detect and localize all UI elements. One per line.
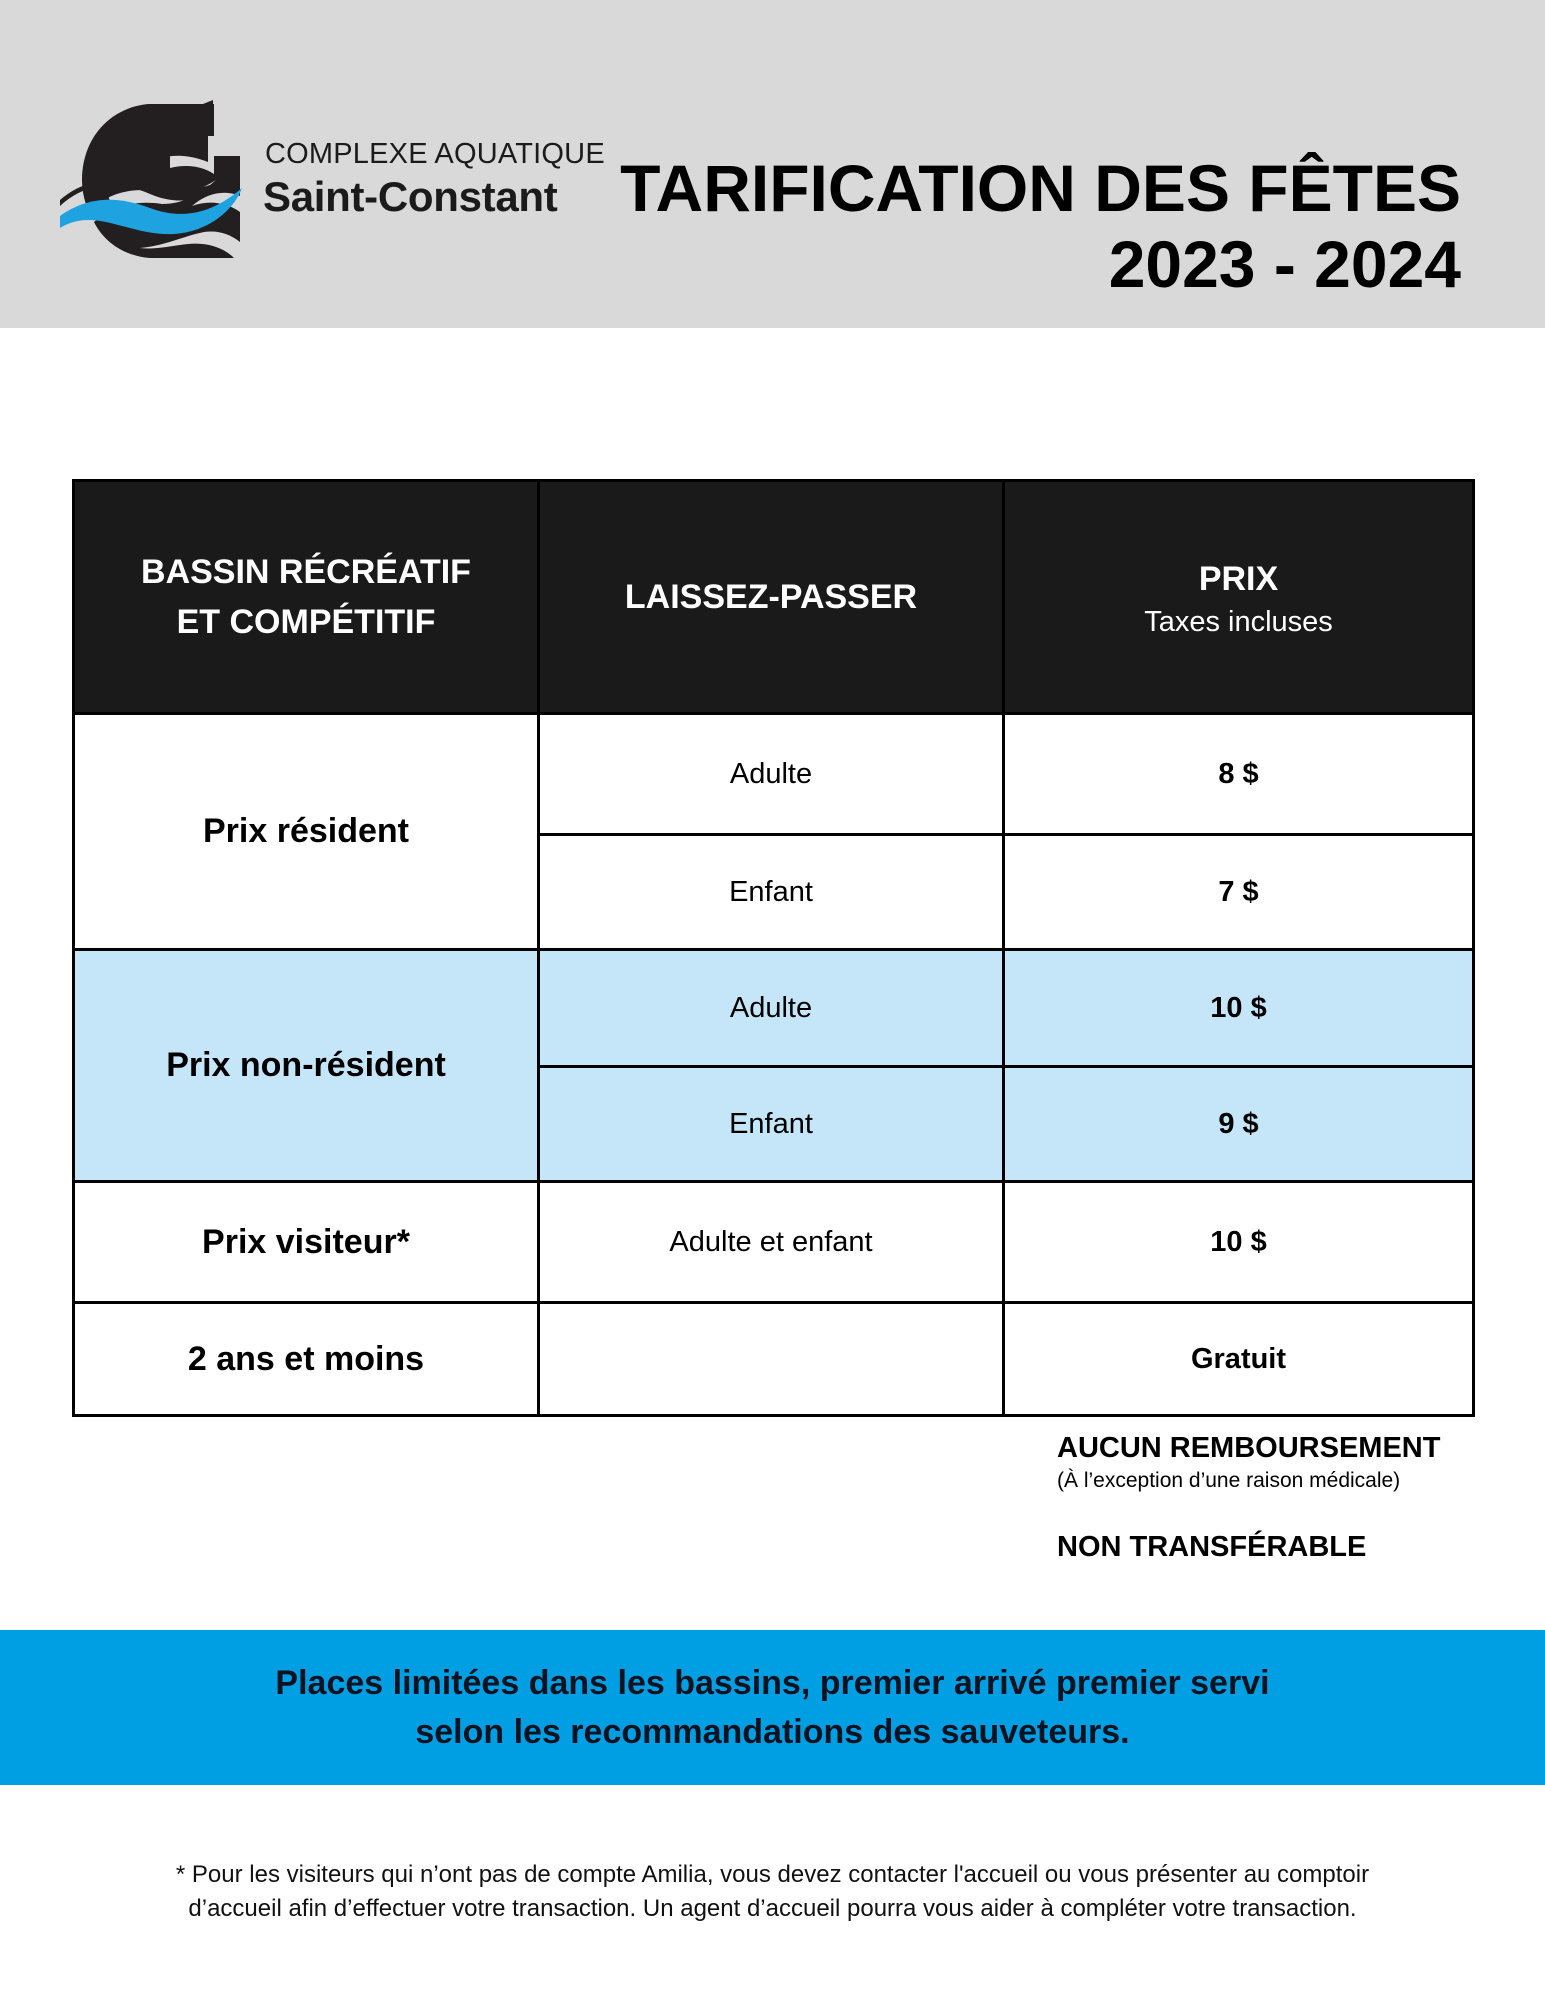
header-price-sub: Taxes incluses [1144,606,1333,638]
conditions-notes [1057,1432,1440,1564]
no-refund-exception: (À l’exception d’une raison médicale) [1057,1469,1401,1492]
page-title [620,150,1461,302]
table-row [74,714,1474,835]
pass-cell: Adulte [539,714,1004,835]
header-pool: BASSIN RÉCRÉATIF ET COMPÉTITIF [74,481,539,714]
price-cell: 9 $ [1004,1067,1474,1182]
footnote-line1: * Pour les visiteurs qui n’ont pas de compte Amilia, vous devez contacter l'accueil ou vous présenter au comptoir [175,1861,1370,1888]
table-row [74,950,1474,1067]
pass-cell: Enfant [539,1067,1004,1182]
logo-text-complex: COMPLEXE AQUATIQUE [265,138,605,170]
pass-cell: Adulte [539,950,1004,1067]
table-row [74,1303,1474,1416]
info-banner [0,1630,1545,1785]
page-title-line2: 2023 - 2024 [1108,227,1461,301]
banner-line1: Places limitées dans les bassins, premier arrivé premier servi [275,1663,1270,1702]
no-refund-text: AUCUN REMBOURSEMENT [1057,1432,1441,1464]
page-title-line1: TARIFICATION DES FÊTES [620,151,1461,225]
category-cell: Prix non-résident [74,950,539,1182]
banner-line2: selon les recommandations des sauveteurs. [415,1712,1130,1751]
footnote-line2: d’accueil afin d’effectuer votre transaction. Un agent d’accueil pourra vous aider à compléter votre transaction. [188,1895,1357,1922]
price-cell: 10 $ [1004,1182,1474,1303]
price-cell: 8 $ [1004,714,1474,835]
category-cell: Prix résident [74,714,539,950]
pass-cell: Enfant [539,835,1004,950]
footnote [0,1858,1545,1926]
complex-logo-icon [58,96,258,276]
header-pass: LAISSEZ-PASSER [539,481,1004,714]
page-header [0,0,1545,328]
pricing-table [72,479,1475,1417]
logo-text-city: Saint-Constant [263,173,558,220]
pass-cell: Adulte et enfant [539,1182,1004,1303]
non-transferable-text: NON TRANSFÉRABLE [1057,1531,1367,1563]
price-cell: 7 $ [1004,835,1474,950]
price-cell: Gratuit [1004,1303,1474,1416]
pass-cell [539,1303,1004,1416]
category-cell: 2 ans et moins [74,1303,539,1416]
table-row [74,1182,1474,1303]
header-price: PRIX Taxes incluses [1004,481,1474,714]
category-cell: Prix visiteur* [74,1182,539,1303]
table-header-row [74,481,1474,714]
price-cell: 10 $ [1004,950,1474,1067]
